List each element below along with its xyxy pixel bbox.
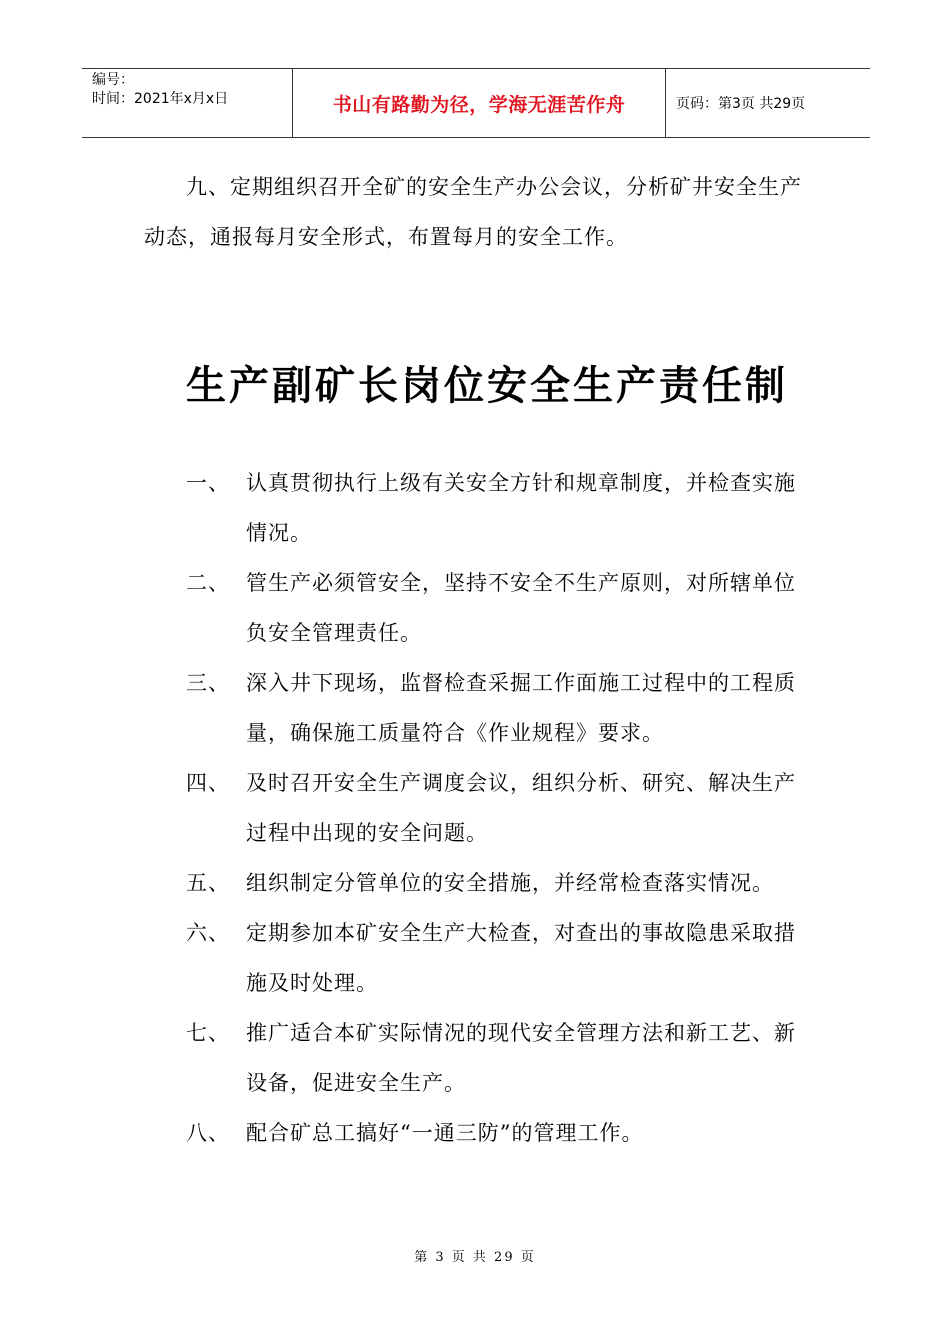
item-text: 配合矿总工搞好“一通三防”的管理工作。 xyxy=(246,1121,644,1145)
page-footer: 第 3 页 共 29 页 xyxy=(414,1250,536,1265)
header-code-label: 编号： xyxy=(92,72,134,88)
section-title: 生产副矿长岗位安全生产责任制 xyxy=(186,363,788,409)
item-number: 一、 xyxy=(186,471,230,495)
item-number: 二、 xyxy=(186,571,230,595)
item-text: 认真贯彻执行上级有关安全方针和规章制度，并检查实施情况。 xyxy=(246,471,796,545)
document-header xyxy=(82,68,870,138)
item-number: 八、 xyxy=(186,1121,230,1145)
item-text: 及时召开安全生产调度会议，组织分析、研究、解决生产过程中出现的安全问题。 xyxy=(246,771,796,845)
item-number: 三、 xyxy=(186,671,230,695)
header-time-label: 时间：2021年x月x日 xyxy=(92,91,229,107)
header-motto: 书山有路勤为径，学海无涯苦作舟 xyxy=(292,69,666,137)
header-page-info: 页码：第3页 共29页 xyxy=(676,96,806,112)
item-text: 管生产必须管安全，坚持不安全不生产原则，对所辖单位负安全管理责任。 xyxy=(246,571,796,645)
item-text: 定期参加本矿安全生产大检查，对查出的事故隐患采取措施及时处理。 xyxy=(246,921,796,995)
header-meta xyxy=(82,69,292,137)
item-text: 组织制定分管单位的安全措施，并经常检查落实情况。 xyxy=(246,871,774,895)
item-number: 六、 xyxy=(186,921,230,945)
item-number: 五、 xyxy=(186,871,230,895)
item-number: 四、 xyxy=(186,771,230,795)
item-text: 深入井下现场，监督检查采掘工作面施工过程中的工程质量，确保施工质量符合《作业规程》要求。 xyxy=(246,671,796,745)
item-number: 七、 xyxy=(186,1021,230,1045)
intro-item-nine: 九、定期组织召开全矿的安全生产办公会议，分析矿井安全生产动态，通报每月安全形式，布置每月的安全工作。 xyxy=(144,175,802,249)
item-text: 推广适合本矿实际情况的现代安全管理方法和新工艺、新设备，促进安全生产。 xyxy=(246,1021,796,1095)
